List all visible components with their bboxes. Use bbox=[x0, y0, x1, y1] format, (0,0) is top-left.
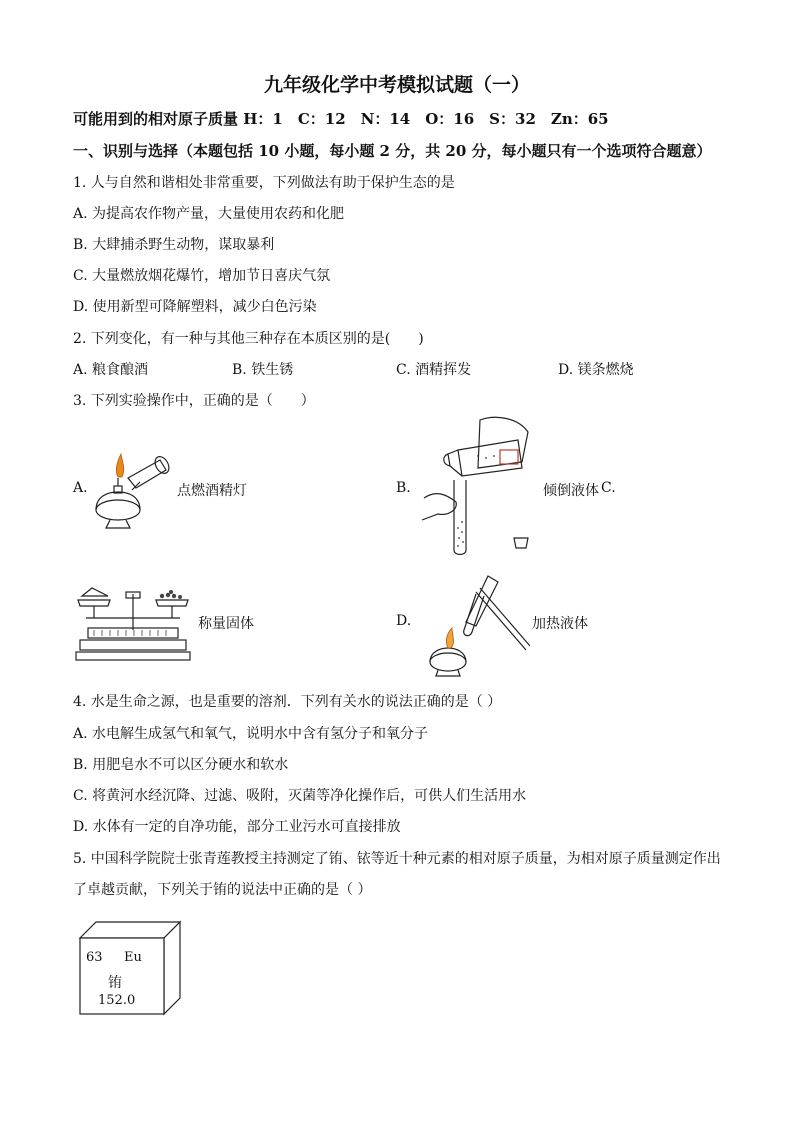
q2-option-d: D. 镁条燃烧 bbox=[558, 362, 634, 378]
q3-caption-c: 称量固体 bbox=[198, 616, 254, 632]
q3-label-b: B. bbox=[396, 480, 411, 496]
q1-option-b: B. 大肆捕杀野生动物，谋取暴利 bbox=[73, 237, 275, 253]
pouring-liquid-illustration bbox=[418, 410, 538, 560]
q3-label-d: D. bbox=[396, 613, 412, 629]
q3-caption-a: 点燃酒精灯 bbox=[177, 483, 247, 499]
q1-option-d: D. 使用新型可降解塑料，减少白色污染 bbox=[73, 299, 317, 315]
q5-stem-line2: 了卓越贡献，下列关于铕的说法中正确的是（ ） bbox=[73, 882, 372, 898]
q3-stem: 3. 下列实验操作中，正确的是（ ） bbox=[73, 393, 315, 409]
q4-stem: 4. 水是生命之源，也是重要的溶剂．下列有关水的说法正确的是（ ） bbox=[73, 694, 502, 710]
q4-option-a: A. 水电解生成氢气和氧气，说明水中含有氢分子和氧分子 bbox=[73, 726, 429, 742]
atomic-mass-note: 可能用到的相对原子质量 H：1 C：12 N：14 O：16 S：32 Zn：65 bbox=[73, 110, 609, 128]
balance-weighing-illustration bbox=[74, 584, 194, 664]
q1-option-a: A. 为提高农作物产量，大量使用农药和化肥 bbox=[73, 206, 345, 222]
q3-caption-b: 倾倒液体 bbox=[543, 483, 599, 499]
q2-option-b: B. 铁生锈 bbox=[232, 362, 294, 378]
q3-caption-d: 加热液体 bbox=[532, 616, 588, 632]
q2-stem: 2. 下列变化，有一种与其他三种存在本质区别的是( ) bbox=[73, 331, 424, 347]
section-heading: 一、识别与选择（本题包括 10 小题，每小题 2 分，共 20 分，每小题只有一个选项符合题意） bbox=[73, 142, 712, 160]
q2-option-c: C. 酒精挥发 bbox=[396, 362, 472, 378]
q1-stem: 1. 人与自然和谐相处非常重要，下列做法有助于保护生态的是 bbox=[73, 175, 455, 191]
heating-liquid-illustration bbox=[418, 572, 530, 680]
element-name: 铕 bbox=[108, 975, 122, 991]
element-atomic-number: 63 bbox=[86, 950, 103, 965]
q4-option-d: D. 水体有一定的自净功能，部分工业污水可直接排放 bbox=[73, 819, 401, 835]
q4-option-c: C. 将黄河水经沉降、过滤、吸附，灭菌等净化操作后，可供人们生活用水 bbox=[73, 788, 527, 804]
q3-label-c: C. bbox=[601, 480, 616, 496]
q1-option-c: C. 大量燃放烟花爆竹，增加节日喜庆气氛 bbox=[73, 268, 331, 284]
q4-option-b: B. 用肥皂水不可以区分硬水和软水 bbox=[73, 757, 289, 773]
alcohol-lamp-lighting-illustration bbox=[88, 448, 174, 534]
q2-option-a: A. 粮食酿酒 bbox=[73, 362, 149, 378]
element-atomic-mass: 152.0 bbox=[98, 993, 136, 1008]
page-title: 九年级化学中考模拟试题（一） bbox=[263, 74, 530, 96]
element-cell-europium bbox=[76, 920, 186, 1020]
element-symbol: Eu bbox=[124, 950, 142, 965]
q5-stem-line1: 5. 中国科学院院士张青莲教授主持测定了铕、铱等近十种元素的相对原子质量，为相对原子质量测定作出 bbox=[73, 851, 721, 867]
q3-label-a: A. bbox=[73, 480, 88, 496]
